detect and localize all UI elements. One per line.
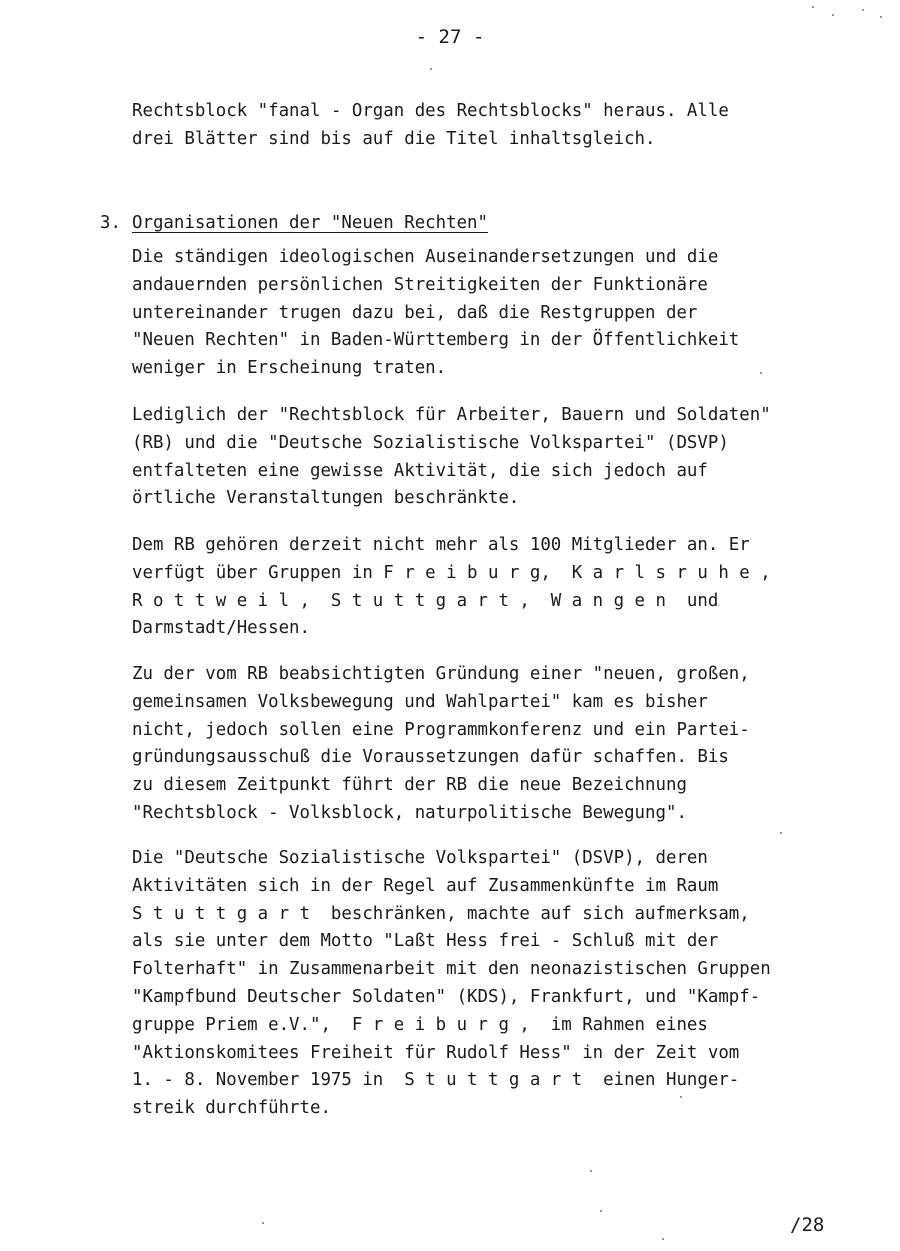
paragraph-2 xyxy=(132,402,832,513)
section-title: Organisationen der "Neuen Rechten" xyxy=(132,213,488,233)
text-line: "Kampfbund Deutscher Soldaten" (KDS), Frankfurt, und "Kampf- xyxy=(132,986,761,1007)
text-line: entfalteten eine gewisse Aktivität, die sich jedoch auf xyxy=(132,460,708,481)
text-line: gruppe Priem e.V.", F r e i b u r g , im Rahmen eines xyxy=(132,1014,708,1035)
text-line: als sie unter dem Motto "Laßt Hess frei - Schluß mit der xyxy=(132,931,719,952)
text-line: gründungsausschuß die Voraussetzungen dafür schaffen. Bis xyxy=(132,747,729,768)
section-number: 3. xyxy=(100,213,121,233)
text-line: Lediglich der "Rechtsblock für Arbeiter, Bauern und Soldaten" xyxy=(132,405,771,425)
text-line: weniger in Erscheinung traten. xyxy=(132,358,447,379)
text-line: verfügt über Gruppen in F r e i b u r g, K a r l s r u h e , xyxy=(132,562,771,583)
text-line: "Aktionskomitees Freiheit für Rudolf Hess" in der Zeit vom xyxy=(132,1042,740,1063)
text-line: "Rechtsblock - Volksblock, naturpolitische Bewegung". xyxy=(132,802,687,823)
continuation-mark: /28 xyxy=(790,1214,825,1236)
text-line: Aktivitäten sich in der Regel auf Zusammenkünfte im Raum xyxy=(132,875,719,896)
text-line: nicht, jedoch sollen eine Programmkonferenz und ein Partei- xyxy=(132,719,750,740)
text-line: zu diesem Zeitpunkt führt der RB die neue Bezeichnung xyxy=(132,775,687,796)
text-line: untereinander trugen dazu bei, daß die Restgruppen der xyxy=(132,302,698,323)
text-line: Rechtsblock "fanal - Organ des Rechtsblocks" heraus. Alle xyxy=(132,101,729,121)
text-line: (RB) und die "Deutsche Sozialistische Volkspartei" (DSVP) xyxy=(132,432,729,453)
text-line: örtliche Veranstaltungen beschränkte. xyxy=(132,488,520,509)
text-line: Dem RB gehören derzeit nicht mehr als 100 Mitglieder an. Er xyxy=(132,535,750,555)
text-line: Darmstadt/Hessen. xyxy=(132,618,310,639)
text-line: Zu der vom RB beabsichtigten Gründung einer "neuen, großen, xyxy=(132,664,750,684)
text-line: S t u t t g a r t beschränken, machte auf sich aufmerksam, xyxy=(132,903,750,924)
paragraph-3 xyxy=(132,532,832,643)
text-line: R o t t w e i l , S t u t t g a r t , W a n g e n und xyxy=(132,590,719,611)
text-line: 1. - 8. November 1975 in S t u t t g a r t einen Hunger- xyxy=(132,1070,740,1091)
intro-paragraph xyxy=(132,98,832,154)
text-line: "Neuen Rechten" in Baden-Württemberg in der Öffentlichkeit xyxy=(132,330,740,351)
paragraph-1 xyxy=(132,244,832,383)
paragraph-4 xyxy=(132,661,832,828)
text-line: drei Blätter sind bis auf die Titel inhaltsgleich. xyxy=(132,128,656,149)
text-line: Folterhaft" in Zusammenarbeit mit den neonazistischen Gruppen xyxy=(132,959,771,980)
text-line: andauernden persönlichen Streitigkeiten der Funktionäre xyxy=(132,274,708,295)
text-line: Die ständigen ideologischen Auseinandersetzungen und die xyxy=(132,247,719,267)
page-number: - 27 - xyxy=(415,26,485,48)
paragraph-5 xyxy=(132,845,832,1123)
section-heading xyxy=(100,210,488,238)
text-line: Die "Deutsche Sozialistische Volkspartei" (DSVP), deren xyxy=(132,848,708,868)
text-line: streik durchführte. xyxy=(132,1098,331,1119)
text-line: gemeinsamen Volksbewegung und Wahlpartei" kam es bisher xyxy=(132,691,708,712)
